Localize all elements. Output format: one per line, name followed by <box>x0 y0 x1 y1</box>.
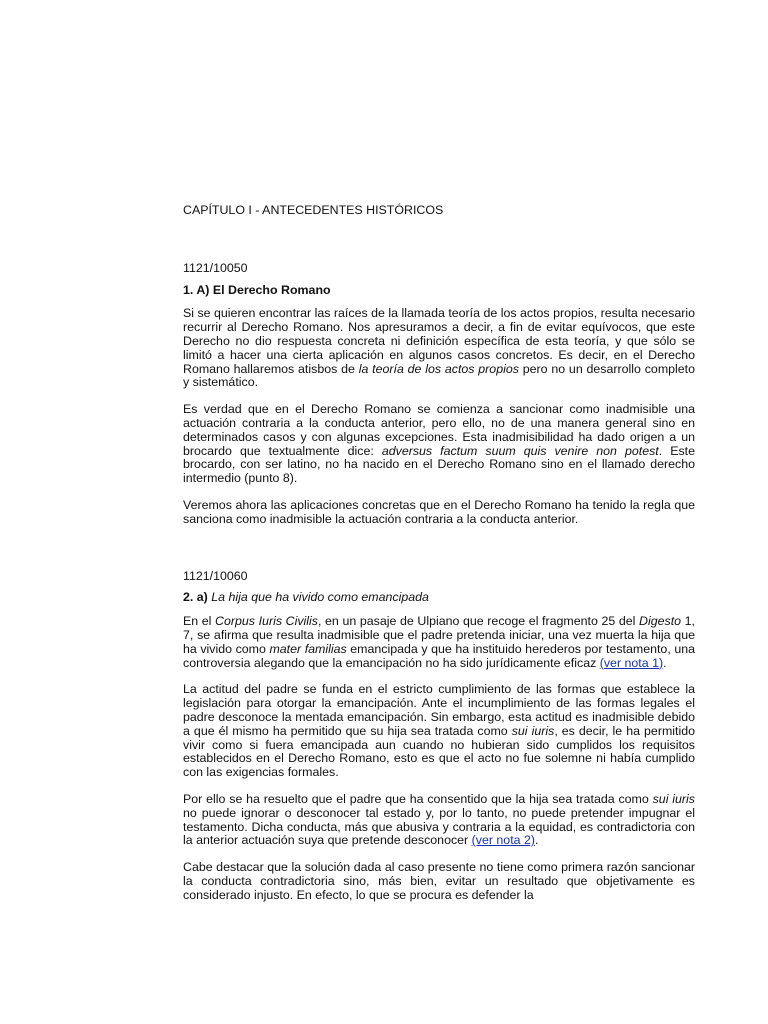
emphasis: la teoría de los actos propios <box>358 361 519 376</box>
section-code-2: 1121/10060 <box>183 568 248 583</box>
paragraph: Por ello se ha resuelto que el padre que ha consentido que la hija sea tratada como sui iuris no puede ignorar o desconocer tal estado y, por lo tanto, no puede pretender impugnar el testamento. Dicha conducta, más que abusiva y contraria a la equidad, es contradictoria con la anterior actuación suya que pretende desconocer (ver nota 2). <box>183 791 696 848</box>
section-number-1: 1. A) <box>183 282 210 297</box>
emphasis: Digesto <box>639 614 682 629</box>
emphasis: sui iuris <box>511 723 555 738</box>
paragraph: Si se quieren encontrar las raíces de la llamada teoría de los actos propios, resulta necesario recurrir al Derecho Romano. Nos apresuramos a decir, a fin de evitar equívocos, que este Derecho no dio respuesta concreta ni definición específica de esta teoría, y que sólo se limitó a hacer una cierta aplicación en algunos casos concretos. Es decir, en el Derecho Romano hallaremos atisbos de la teoría de los actos propios pero no un desarrollo completo y sistemático. <box>183 306 696 390</box>
note-link-2[interactable]: (ver nota 2) <box>471 833 535 848</box>
section-heading-2 <box>183 591 695 605</box>
emphasis: sui iuris <box>652 791 696 806</box>
document-body <box>183 204 695 915</box>
paragraph: La actitud del padre se funda en el estricto cumplimiento de las formas que establece la legislación para otorgar la emancipación. Ante el incumplimiento de las formas legales el padre desconoce la mentada emancipación. Sin embargo, esta actitud es inadmisible debido a que él mismo ha permitido que su hija sea tratada como sui iuris, es decir, le ha permitido vivir como si fuera emancipada aun cuando no hubieran sido cumplidos los requisitos establecidos en el Derecho Romano, esto es que el acto no fue solemne ni había cumplido con las exigencias formales. <box>183 682 695 780</box>
section-spacer <box>183 540 695 570</box>
section-title-1: El Derecho Romano <box>212 282 331 297</box>
section-title-2: La hija que ha vivido como emancipada <box>211 590 429 605</box>
note-link-1[interactable]: (ver nota 1) <box>599 655 664 670</box>
section-code-1: 1121/10050 <box>183 260 248 275</box>
section-number-2: 2. a) <box>183 590 208 605</box>
chapter-title: CAPÍTULO I - ANTECEDENTES HISTÓRICOS <box>183 203 444 217</box>
paragraph: Es verdad que en el Derecho Romano se comienza a sancionar como inadmisible una actuación contraria a la conducta anterior, pero ello, no de una manera general sino en determinados casos y con algunas excepciones. Esta inadmisibilidad ha dado origen a un brocardo que textualmente dice: adversus factum suum quis venire non potest. Este brocardo, con ser latino, no ha nacido en el Derecho Romano sino en el llamado derecho intermedio (punto 8). <box>183 402 695 486</box>
paragraph: Veremos ahora las aplicaciones concretas que en el Derecho Romano ha tenido la regla que sanciona como inadmisible la actuación contraria a la conducta anterior. <box>183 497 695 526</box>
emphasis: mater familias <box>269 641 347 656</box>
paragraph: Cabe destacar que la solución dada al caso presente no tiene como primera razón sancionar la conducta contradictoria sino, más bien, evitar un resultado que objetivamente es considerado injusto. En efecto, lo que se procura es defender la <box>183 860 695 902</box>
emphasis: Corpus Iuris Civilis <box>215 614 318 629</box>
section-heading-1 <box>183 284 695 298</box>
emphasis: adversus factum suum quis venire non potest <box>381 443 659 458</box>
paragraph: En el Corpus Iuris Civilis, en un pasaje de Ulpiano que recoge el fragmento 25 del Digesto 1, 7, se afirma que resulta inadmisible que el padre pretenda iniciar, una vez muerta la hija que ha vivido como mater familias emancipada y que ha instituido herederos por testamento, una controversia alegando que la emancipación no ha sido jurídicamente eficaz (ver nota 1). <box>183 614 695 670</box>
